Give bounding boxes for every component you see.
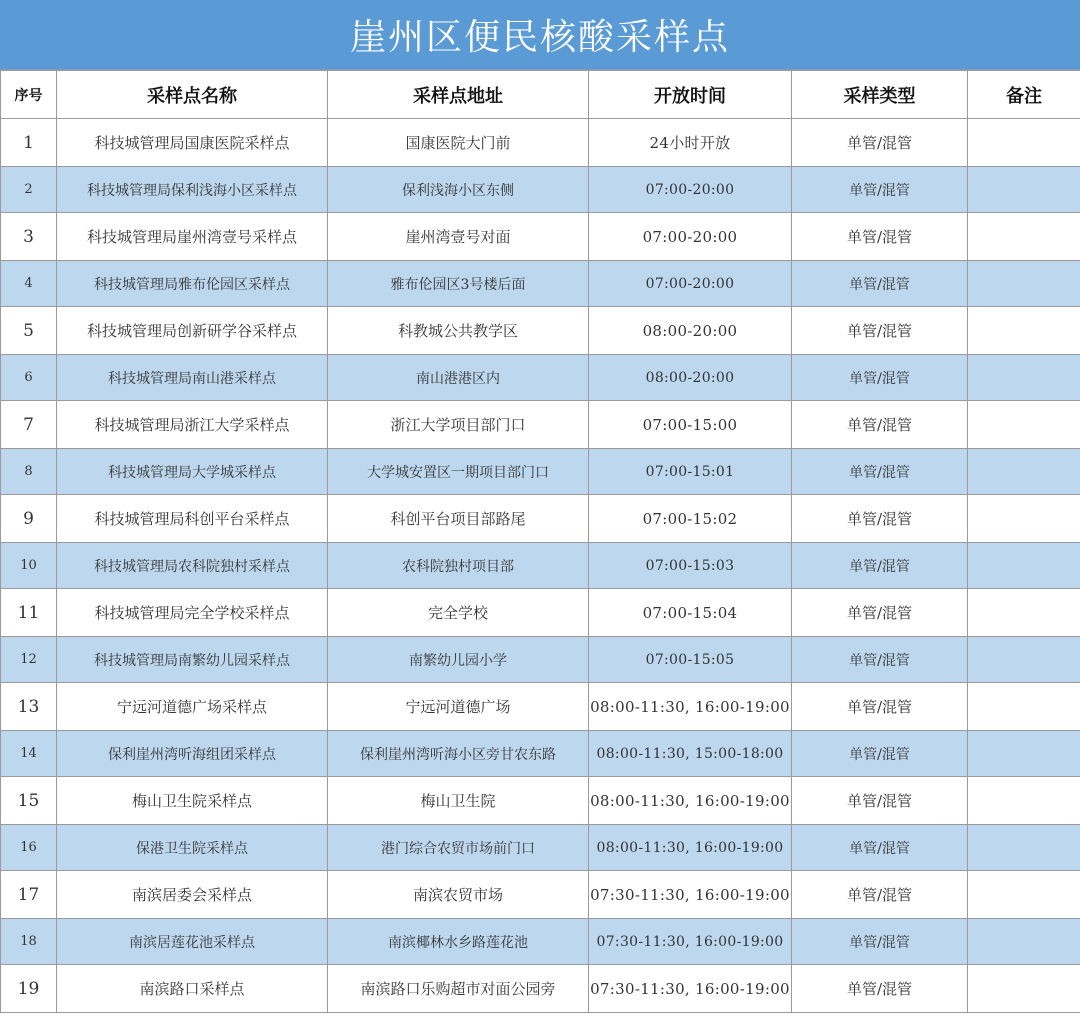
cell-remark: [968, 167, 1080, 213]
column-header-remark: 备注: [968, 71, 1080, 119]
cell-remark: [968, 731, 1080, 777]
table-row: [1, 777, 1080, 825]
cell-index: 3: [1, 213, 57, 261]
cell-address: 国康医院大门前: [328, 119, 589, 167]
table-row: [1, 683, 1080, 731]
table-row: [1, 167, 1080, 213]
column-header-index: 序号: [1, 71, 57, 119]
cell-name: 科技城管理局雅布伦园区采样点: [57, 261, 328, 307]
cell-type: 单管/混管: [792, 307, 968, 355]
cell-remark: [968, 777, 1080, 825]
cell-hours: 07:00-15:01: [589, 449, 792, 495]
table-row: [1, 307, 1080, 355]
cell-index: 1: [1, 119, 57, 167]
cell-hours: 07:00-15:04: [589, 589, 792, 637]
cell-index: 14: [1, 731, 57, 777]
cell-type: 单管/混管: [792, 495, 968, 543]
cell-hours: 08:00-20:00: [589, 307, 792, 355]
cell-remark: [968, 543, 1080, 589]
cell-address: 大学城安置区一期项目部门口: [328, 449, 589, 495]
cell-hours: 07:00-20:00: [589, 213, 792, 261]
cell-address: 港门综合农贸市场前门口: [328, 825, 589, 871]
cell-name: 科技城管理局南繁幼儿园采样点: [57, 637, 328, 683]
table-row: [1, 637, 1080, 683]
cell-address: 崖州湾壹号对面: [328, 213, 589, 261]
cell-remark: [968, 119, 1080, 167]
cell-name: 南滨居莲花池采样点: [57, 919, 328, 965]
cell-hours: 08:00-11:30, 16:00-19:00: [589, 825, 792, 871]
cell-remark: [968, 825, 1080, 871]
cell-remark: [968, 355, 1080, 401]
cell-type: 单管/混管: [792, 589, 968, 637]
cell-type: 单管/混管: [792, 213, 968, 261]
title-bar: [0, 0, 1080, 70]
cell-address: 宁远河道德广场: [328, 683, 589, 731]
cell-remark: [968, 307, 1080, 355]
cell-index: 17: [1, 871, 57, 919]
cell-type: 单管/混管: [792, 543, 968, 589]
cell-address: 梅山卫生院: [328, 777, 589, 825]
cell-index: 19: [1, 965, 57, 1013]
cell-name: 科技城管理局农科院独村采样点: [57, 543, 328, 589]
cell-type: 单管/混管: [792, 401, 968, 449]
column-header-name: 采样点名称: [57, 71, 328, 119]
cell-index: 15: [1, 777, 57, 825]
cell-address: 科教城公共教学区: [328, 307, 589, 355]
cell-index: 18: [1, 919, 57, 965]
cell-hours: 24小时开放: [589, 119, 792, 167]
cell-hours: 07:00-15:03: [589, 543, 792, 589]
column-header-type: 采样类型: [792, 71, 968, 119]
table-row: [1, 495, 1080, 543]
cell-address: 浙江大学项目部门口: [328, 401, 589, 449]
cell-index: 5: [1, 307, 57, 355]
cell-remark: [968, 589, 1080, 637]
cell-name: 科技城管理局国康医院采样点: [57, 119, 328, 167]
cell-address: 保利崖州湾听海小区旁甘农东路: [328, 731, 589, 777]
cell-remark: [968, 637, 1080, 683]
cell-type: 单管/混管: [792, 871, 968, 919]
cell-name: 科技城管理局保利浅海小区采样点: [57, 167, 328, 213]
cell-remark: [968, 683, 1080, 731]
table-row: [1, 401, 1080, 449]
cell-hours: 08:00-11:30, 16:00-19:00: [589, 683, 792, 731]
cell-index: 12: [1, 637, 57, 683]
cell-type: 单管/混管: [792, 683, 968, 731]
cell-address: 科创平台项目部路尾: [328, 495, 589, 543]
cell-address: 南山港港区内: [328, 355, 589, 401]
cell-type: 单管/混管: [792, 919, 968, 965]
cell-address: 南滨农贸市场: [328, 871, 589, 919]
cell-type: 单管/混管: [792, 261, 968, 307]
cell-address: 南滨路口乐购超市对面公园旁: [328, 965, 589, 1013]
cell-type: 单管/混管: [792, 119, 968, 167]
table-header-row: [1, 71, 1080, 119]
table-row: [1, 355, 1080, 401]
cell-hours: 07:30-11:30, 16:00-19:00: [589, 965, 792, 1013]
cell-name: 宁远河道德广场采样点: [57, 683, 328, 731]
cell-remark: [968, 401, 1080, 449]
cell-remark: [968, 965, 1080, 1013]
cell-index: 2: [1, 167, 57, 213]
table-row: [1, 871, 1080, 919]
cell-address: 南繁幼儿园小学: [328, 637, 589, 683]
cell-remark: [968, 495, 1080, 543]
table-body: [1, 119, 1080, 1013]
cell-remark: [968, 213, 1080, 261]
cell-hours: 08:00-11:30, 15:00-18:00: [589, 731, 792, 777]
cell-name: 科技城管理局创新研学谷采样点: [57, 307, 328, 355]
cell-address: 完全学校: [328, 589, 589, 637]
table-row: [1, 919, 1080, 965]
table-row: [1, 261, 1080, 307]
cell-address: 农科院独村项目部: [328, 543, 589, 589]
cell-name: 南滨路口采样点: [57, 965, 328, 1013]
cell-index: 7: [1, 401, 57, 449]
cell-type: 单管/混管: [792, 825, 968, 871]
cell-name: 科技城管理局完全学校采样点: [57, 589, 328, 637]
cell-hours: 07:30-11:30, 16:00-19:00: [589, 919, 792, 965]
cell-index: 11: [1, 589, 57, 637]
column-header-address: 采样点地址: [328, 71, 589, 119]
cell-name: 科技城管理局南山港采样点: [57, 355, 328, 401]
cell-name: 梅山卫生院采样点: [57, 777, 328, 825]
table-row: [1, 825, 1080, 871]
cell-name: 保利崖州湾听海组团采样点: [57, 731, 328, 777]
cell-address: 保利浅海小区东侧: [328, 167, 589, 213]
table-row: [1, 449, 1080, 495]
cell-hours: 07:00-15:02: [589, 495, 792, 543]
table-row: [1, 213, 1080, 261]
cell-hours: 07:00-20:00: [589, 261, 792, 307]
cell-name: 科技城管理局大学城采样点: [57, 449, 328, 495]
table-row: [1, 543, 1080, 589]
cell-hours: 07:00-15:00: [589, 401, 792, 449]
cell-type: 单管/混管: [792, 449, 968, 495]
cell-index: 9: [1, 495, 57, 543]
cell-type: 单管/混管: [792, 777, 968, 825]
cell-remark: [968, 871, 1080, 919]
cell-index: 8: [1, 449, 57, 495]
cell-hours: 07:00-20:00: [589, 167, 792, 213]
cell-type: 单管/混管: [792, 637, 968, 683]
cell-name: 科技城管理局科创平台采样点: [57, 495, 328, 543]
cell-index: 4: [1, 261, 57, 307]
table-row: [1, 965, 1080, 1013]
cell-remark: [968, 449, 1080, 495]
cell-type: 单管/混管: [792, 167, 968, 213]
cell-hours: 07:00-15:05: [589, 637, 792, 683]
column-header-hours: 开放时间: [589, 71, 792, 119]
cell-hours: 08:00-11:30, 16:00-19:00: [589, 777, 792, 825]
cell-remark: [968, 919, 1080, 965]
cell-address: 雅布伦园区3号楼后面: [328, 261, 589, 307]
cell-name: 科技城管理局崖州湾壹号采样点: [57, 213, 328, 261]
cell-index: 13: [1, 683, 57, 731]
table-row: [1, 731, 1080, 777]
cell-remark: [968, 261, 1080, 307]
cell-type: 单管/混管: [792, 355, 968, 401]
cell-address: 南滨椰林水乡路莲花池: [328, 919, 589, 965]
cell-index: 16: [1, 825, 57, 871]
cell-type: 单管/混管: [792, 731, 968, 777]
table-row: [1, 119, 1080, 167]
cell-name: 科技城管理局浙江大学采样点: [57, 401, 328, 449]
cell-hours: 07:30-11:30, 16:00-19:00: [589, 871, 792, 919]
table-row: [1, 589, 1080, 637]
cell-index: 10: [1, 543, 57, 589]
cell-name: 保港卫生院采样点: [57, 825, 328, 871]
cell-name: 南滨居委会采样点: [57, 871, 328, 919]
cell-type: 单管/混管: [792, 965, 968, 1013]
cell-hours: 08:00-20:00: [589, 355, 792, 401]
cell-index: 6: [1, 355, 57, 401]
sampling-sites-table: [0, 70, 1080, 1013]
page-title: 崖州区便民核酸采样点: [349, 17, 730, 58]
